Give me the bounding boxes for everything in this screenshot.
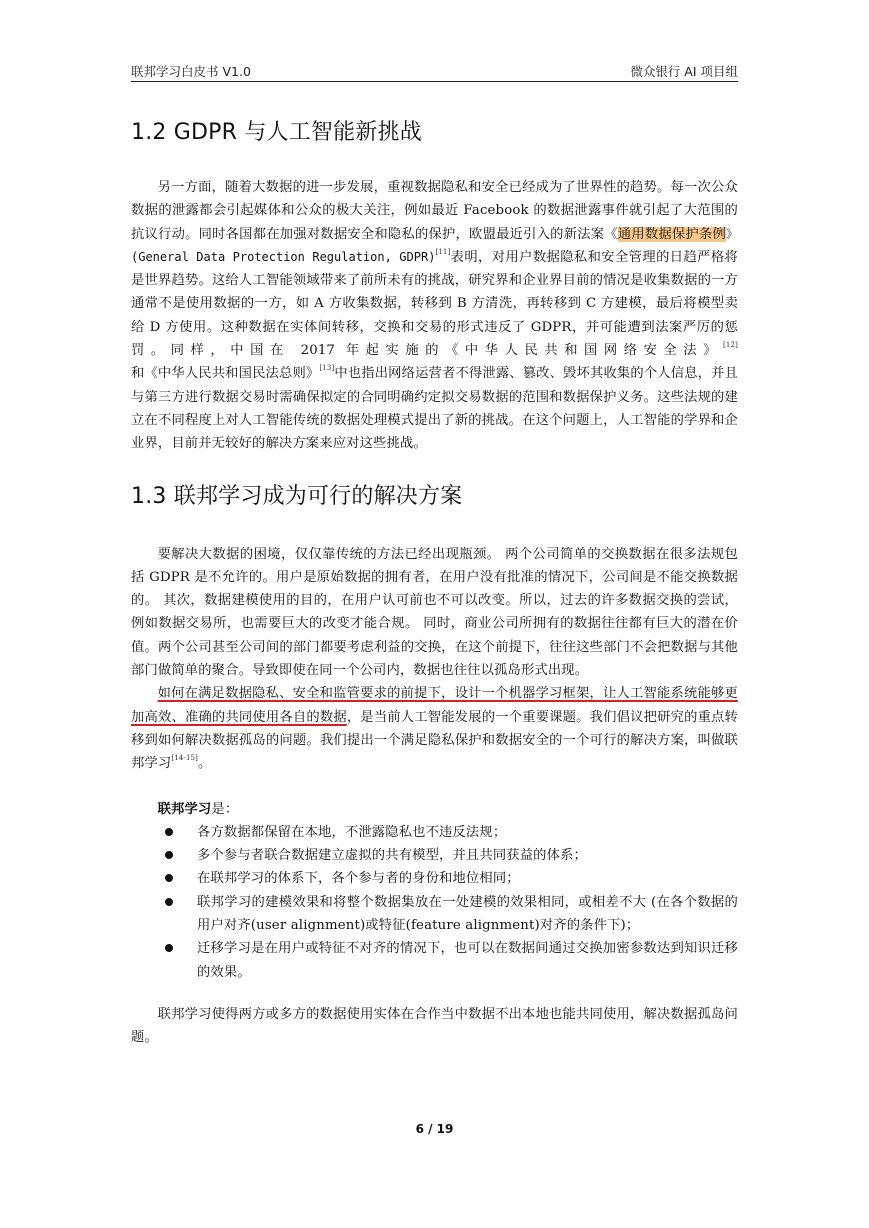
paragraph-data-dilemma: 要解决大数据的困境，仅仅靠传统的方法已经出现瓶颈。 两个公司简单的交换数据在很多法规包括 GDPR 是不允许的。用户是原始数据的拥有者，在用户没有批准的情况下，公司间是不能交换数据的。 其次，数据建模使用的目的，在用户认可前也不可以改变。所以，过去的许多数据交换的尝试，例如数据交易所，也需要巨大的改变才能合规。 同时，商业公司所拥有的数据往往都有巨大的潜在价值。两个公司甚至公司间的部门都要考虑利益的交换，在这个前提下，往往这些部门不会把数据与其他部门做简单的聚合。导致即使在同一个公司内，数据也往往以孤岛形式出现。	[131, 546, 738, 679]
list-item-text: 联邦学习的建模效果和将整个数据集放在一处建模的效果相同，或相差不大 (在各个数据的用户对齐(user alignment)或特征(feature alignment)对齐的条件下)；	[197, 894, 738, 934]
citation-ref: [12]	[723, 341, 738, 350]
section-heading-1-3: 1.3 联邦学习成为可行的解决方案	[131, 483, 463, 509]
fl-intro-bold: 联邦学习	[157, 801, 212, 817]
paragraph-text: 另一方面，随着大数据的进一步发展，重视数据隐私和安全已经成为了世界性的趋势。每一次公众数据的泄露都会引起媒体和公众的极大关注，例如最近 Facebook 的数据泄露事件就引起了大范围的抗议行动。同时各国都在加强对数据安全和隐私的保护，欧盟最近引入的新法案《	[131, 180, 738, 242]
bullet-icon	[165, 828, 173, 836]
fl-intro-rest: 是：	[211, 801, 239, 817]
paragraph-gdpr	[131, 176, 738, 456]
citation-ref: [11]	[435, 247, 451, 256]
fl-intro	[131, 798, 738, 821]
paragraph-federated-proposal	[131, 682, 738, 775]
list-item-text: 在联邦学习的体系下，各个参与者的身份和地位相同；	[197, 871, 520, 887]
page-number: 6 / 19	[415, 1122, 454, 1136]
paragraph-text: 》(General Data Protection Regulation, GDPR)	[131, 226, 738, 264]
header-rule	[131, 81, 738, 82]
paragraph-text: 。	[198, 756, 212, 772]
list-item	[131, 891, 738, 938]
bullet-icon	[165, 944, 173, 952]
list-item-text: 迁移学习是在用户或特征不对齐的情况下，也可以在数据间通过交换加密参数达到知识迁移的效果。	[197, 941, 738, 980]
list-item-text: 多个参与者联合数据建立虚拟的共有模型，并且共同获益的体系；	[197, 848, 587, 864]
page-content	[131, 110, 738, 1050]
citation-ref: [13]	[319, 364, 335, 373]
highlighted-term: 通用数据保护条例	[617, 226, 726, 242]
paragraph-text: 表明，对用户数据隐私和安全管理的日趋严格将是世界趋势。这给人工智能领域带来了前所未有的挑战，研究界和企业界目前的情况是收集数据的一方通常不是使用数据的一方，如 A 方收集数据，转移到 B 方清洗，再转移到 C 方建模，最后将模型卖给 D 方使用。这种数据在实体间转移，交换和交易的形式违反了 GDPR，并可能遭到法案严厉的惩罚。同样，中国在 2017 年起实施的《中华人民共和国网络安全法》	[131, 249, 739, 359]
paragraph-closing: 联邦学习使得两方或多方的数据使用实体在合作当中数据不出本地也能共同使用，解决数据孤岛问题。	[131, 1006, 738, 1046]
list-item	[131, 937, 738, 984]
header-right-org: 微众银行 AI 项目组	[630, 64, 738, 79]
paragraph-text: ，是当前人工智能发展的一个重要课题。我们倡议把研究的重点转移到如何解决数据孤岛的问题。我们提出一个满足隐私保护和数据安全的一个可行的解决方案，叫做联邦学习	[131, 709, 738, 772]
fl-bullet-list	[131, 821, 738, 984]
bullet-icon	[165, 851, 173, 859]
bullet-icon	[165, 874, 173, 882]
citation-ref: [14-15]	[171, 754, 199, 763]
list-item	[131, 821, 738, 844]
section-heading-1-2: 1.2 GDPR 与人工智能新挑战	[131, 120, 422, 145]
header-left-title: 联邦学习白皮书 V1.0	[131, 64, 251, 79]
paragraph-text: 中也指出网络运营者不得泄露、篡改、毁坏其收集的个人信息，并且与第三方进行数据交易时需确保拟定的合同明确约定拟交易数据的范围和数据保护义务。这些法规的建立在不同程度上对人工智能传统的数据处理模式提出了新的挑战。在这个问题上，人工智能的学界和企业界，目前并无较好的解决方案来应对这些挑战。	[131, 366, 738, 452]
underlined-text: 如何在满足数据隐私、安全和监管要求的前提下，设计一个机器学习框架，让人工智能系统能够更加高效、准确的共同使用各自的数据	[131, 686, 738, 725]
bullet-icon	[165, 898, 173, 906]
list-item-text: 各方数据都保留在本地，不泄露隐私也不违反法规；	[197, 824, 507, 840]
list-item	[131, 844, 738, 867]
paragraph-text: 和《中华人民共和国民法总则》	[131, 366, 320, 382]
list-item	[131, 867, 738, 890]
